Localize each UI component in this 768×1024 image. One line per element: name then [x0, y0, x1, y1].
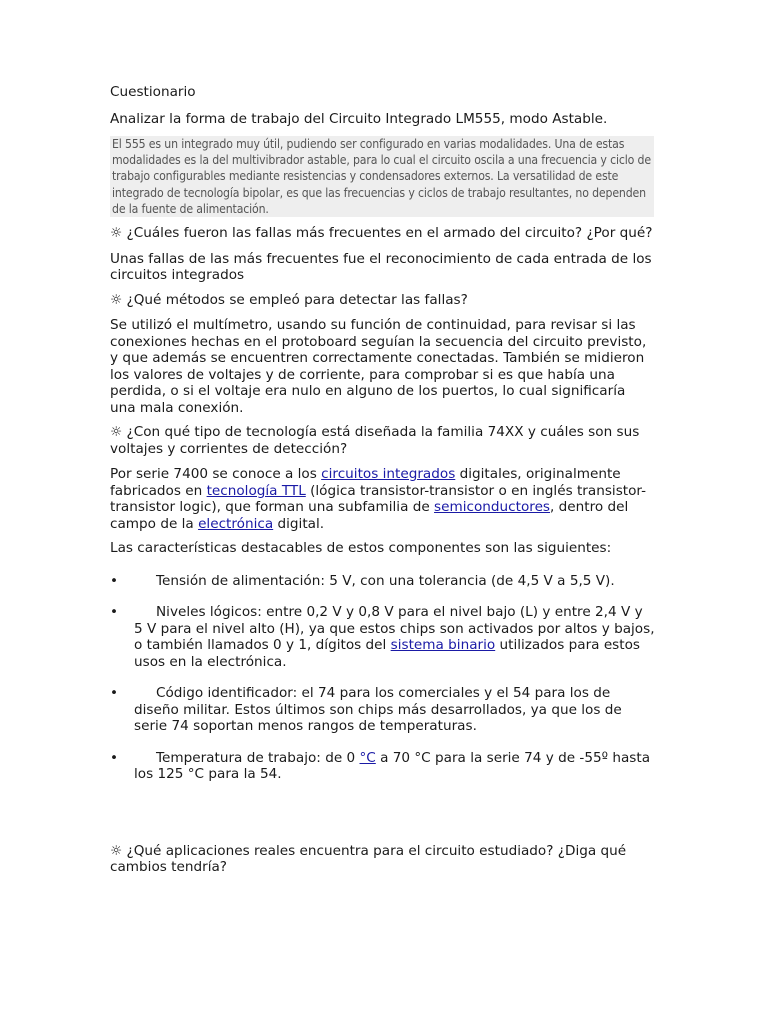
answer-3-text-2: digitales, originalmente fabricados en: [110, 466, 621, 499]
list-item: [110, 685, 655, 735]
characteristics-intro: Las características destacables de estos componentes son las siguientes:: [110, 540, 612, 557]
bullet-2-text-pre: Niveles lógicos: entre 0,2 V y 0,8 V para el nivel bajo (L) y entre 2,4 V y 5 V para el nivel alto (H), ya que estos chips son activados por altos y bajos, o también llamados 0 y 1, dígitos del: [134, 604, 655, 654]
document-subtitle: Analizar la forma de trabajo del Circuito Integrado LM555, modo Astable.: [110, 110, 608, 127]
document-page: [110, 84, 655, 885]
bullet-icon: •: [110, 572, 119, 589]
question-4-text: ¿Qué aplicaciones reales encuentra para el circuito estudiado? ¿Diga qué cambios tendría?: [110, 842, 627, 876]
question-marker-icon: ☼: [110, 424, 123, 441]
list-item: [110, 604, 655, 670]
answer-3-text-1: Por serie 7400 se conoce a los: [110, 466, 322, 483]
question-marker-icon: ☼: [110, 842, 123, 859]
document-title: Cuestionario: [110, 84, 196, 100]
link-circuitos-integrados[interactable]: circuitos integrados: [321, 466, 456, 483]
answer-3-text-4: , dentro del campo de la: [110, 499, 629, 532]
bullet-icon: •: [110, 604, 119, 621]
list-item: [110, 750, 655, 783]
question-1: [110, 225, 655, 242]
question-1-text: ¿Cuáles fueron las fallas más frecuentes en el armado del circuito? ¿Por qué?: [126, 225, 653, 242]
question-4: [110, 843, 655, 876]
answer-3-text-3: (lógica transistor-transistor o en inglés transistor-transistor logic), que forman una subfamilia de: [110, 482, 647, 516]
bullet-1-text: Tensión de alimentación: 5 V, con una tolerancia (de 4,5 V a 5,5 V).: [156, 572, 615, 589]
question-3: [110, 424, 655, 457]
answer-3-text-5: digital.: [273, 515, 325, 532]
bullet-4-text-post: a 70 °C para la serie 74 y de -55º hasta los 125 °C para la 54.: [134, 749, 651, 783]
link-electronica[interactable]: electrónica: [198, 515, 274, 532]
spacer: [110, 798, 655, 843]
characteristics-list: [110, 573, 655, 783]
question-2-text: ¿Qué métodos se empleó para detectar las fallas?: [126, 291, 468, 308]
list-item: [110, 573, 655, 590]
answer-2: Se utilizó el multímetro, usando su función de continuidad, para revisar si las conexiones hechas en el protoboard seguían la secuencia del circuito previsto, y que además se encuentren correctamente conectadas. También se midieron los valores de voltajes y de corriente, para comprobar si es que había una perdida, o si el voltaje era nulo en alguno de los puertos, lo cual significaría una mala conexión.: [110, 317, 647, 416]
bullet-icon: •: [110, 685, 119, 702]
link-semiconductores[interactable]: semiconductores: [434, 499, 551, 516]
bullet-3-text: Código identificador: el 74 para los comerciales y el 54 para los de diseño militar. Estos últimos son chips más desarrollados, ya que los de serie 74 soportan menos rangos de temperaturas.: [134, 685, 622, 735]
link-celsius[interactable]: °C: [359, 749, 376, 766]
link-tecnologia-ttl[interactable]: tecnología TTL: [206, 482, 306, 499]
question-3-text: ¿Con qué tipo de tecnología está diseñada la familia 74XX y cuáles son sus voltajes y corrientes de detección?: [110, 424, 640, 457]
question-2: [110, 292, 655, 309]
bullet-icon: •: [110, 749, 119, 766]
bullet-2-text-post: utilizados para estos usos en la electrónica.: [134, 637, 640, 670]
answer-3: [110, 466, 655, 532]
intro-quote: El 555 es un integrado muy útil, pudiendo ser configurado en varias modalidades. Una de estas modalidades es la del multivibrador astable, para lo cual el circuito oscila a una frecuencia y ciclo de trabajo configurables mediante resistencias y condensadores externos. La versatilidad de este integrado de tecnología bipolar, es que las frecuencias y ciclos de trabajo resultantes, no dependen de la fuente de alimentación.: [110, 136, 654, 217]
question-marker-icon: ☼: [110, 291, 123, 308]
answer-1: Unas fallas de las más frecuentes fue el reconocimiento de cada entrada de los circuitos integrados: [110, 250, 652, 284]
link-sistema-binario[interactable]: sistema binario: [390, 637, 496, 654]
question-marker-icon: ☼: [110, 225, 123, 242]
bullet-4-text-pre: Temperatura de trabajo: de 0: [156, 749, 360, 766]
